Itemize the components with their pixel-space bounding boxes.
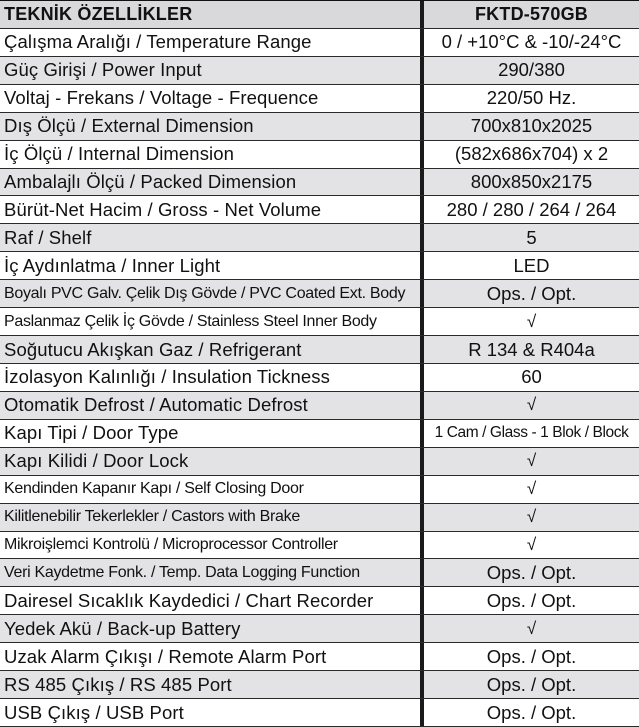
row-label: USB Çıkış / USB Port (4, 701, 184, 723)
row-value: Ops. / Opt. (486, 282, 577, 304)
table-row (0, 169, 639, 197)
row-value: Ops. / Opt. (486, 589, 577, 611)
row-label: Kapı Tipi / Door Type (4, 422, 179, 444)
row-label: Otomatik Defrost / Automatic Defrost (4, 394, 308, 416)
row-label: Raf / Shelf (4, 226, 92, 248)
table-row (0, 671, 639, 699)
row-value: Ops. / Opt. (486, 561, 577, 583)
table-row (0, 57, 639, 85)
table-row (0, 532, 639, 560)
table-row (0, 448, 639, 476)
row-label: Soğutucu Akışkan Gaz / Refrigerant (4, 338, 302, 360)
table-row (0, 29, 639, 57)
row-label: Veri Kaydetme Fonk. / Temp. Data Logging Function (4, 563, 360, 581)
table-row (0, 196, 639, 224)
row-value: (582x686x704) x 2 (454, 143, 609, 165)
row-value: √ (526, 311, 537, 331)
header-model: FKTD-570GB (474, 3, 588, 24)
table-row (0, 113, 639, 141)
table-row (0, 85, 639, 113)
row-value: 800x850x2175 (470, 170, 593, 192)
row-label: Bürüt-Net Hacim / Gross - Net Volume (4, 198, 322, 220)
table-header-row (0, 1, 639, 29)
row-value: 0 / +10°C & -10/-24°C (441, 31, 622, 53)
row-label: Mikroişlemci Kontrolü / Microprocessor Controller (4, 535, 338, 553)
row-value: 1 Cam / Glass - 1 Blok / Block (434, 424, 629, 442)
row-label: Boyalı PVC Galv. Çelik Dış Gövde / PVC Coated Ext. Body (4, 284, 406, 302)
row-label: İzolasyon Kalınlığı / Insulation Tickness (4, 366, 330, 388)
row-value: √ (526, 451, 537, 471)
row-value: 290/380 (498, 59, 565, 81)
row-value: Ops. / Opt. (486, 673, 577, 695)
table-row (0, 643, 639, 671)
row-value: 220/50 Hz. (486, 87, 577, 109)
row-value: √ (526, 507, 537, 527)
row-label: Çalışma Aralığı / Temperature Range (4, 31, 312, 53)
row-value: √ (526, 395, 537, 415)
row-label: İç Aydınlatma / Inner Light (4, 254, 221, 276)
row-label: Yedek Akü / Back-up Battery (4, 617, 241, 639)
row-value: √ (526, 479, 537, 499)
row-value: Ops. / Opt. (486, 701, 577, 723)
row-label: Kilitlenebilir Tekerlekler / Castors with Brake (4, 508, 300, 526)
row-value: 60 (521, 366, 542, 388)
row-label: Voltaj - Frekans / Voltage - Frequence (4, 87, 319, 109)
row-value: √ (526, 534, 537, 554)
table-row (0, 587, 639, 615)
row-label: RS 485 Çıkış / RS 485 Port (4, 673, 232, 695)
row-value: R 134 & R404a (468, 338, 595, 360)
row-label: Dairesel Sıcaklık Kaydedici / Chart Recorder (4, 589, 374, 611)
row-label: Paslanmaz Çelik İç Gövde / Stainless Steel Inner Body (4, 312, 377, 330)
table-row (0, 280, 639, 308)
row-value: 700x810x2025 (470, 115, 593, 137)
table-row (0, 420, 639, 448)
table-row (0, 392, 639, 420)
row-value: 280 / 280 / 264 / 264 (446, 198, 617, 220)
table-row (0, 699, 639, 727)
table-row (0, 224, 639, 252)
row-value: √ (526, 618, 537, 638)
row-label: İç Ölçü / Internal Dimension (4, 143, 235, 165)
row-label: Dış Ölçü / External Dimension (4, 115, 254, 137)
table-row (0, 504, 639, 532)
table-row (0, 476, 639, 504)
table-row (0, 336, 639, 364)
row-label: Uzak Alarm Çıkışı / Remote Alarm Port (4, 645, 327, 667)
table-row (0, 559, 639, 587)
row-value: 5 (526, 226, 537, 248)
row-label: Güç Girişi / Power Input (4, 59, 202, 81)
row-value: LED (513, 254, 550, 276)
table-row (0, 615, 639, 643)
table-row (0, 364, 639, 392)
row-value: Ops. / Opt. (486, 645, 577, 667)
table-row (0, 252, 639, 280)
row-label: Kapı Kilidi / Door Lock (4, 450, 189, 472)
table-row (0, 308, 639, 336)
header-label: TEKNİK ÖZELLİKLER (4, 3, 193, 24)
row-label: Ambalajlı Ölçü / Packed Dimension (4, 170, 297, 192)
table-row (0, 141, 639, 169)
row-label: Kendinden Kapanır Kapı / Self Closing Door (4, 480, 304, 498)
